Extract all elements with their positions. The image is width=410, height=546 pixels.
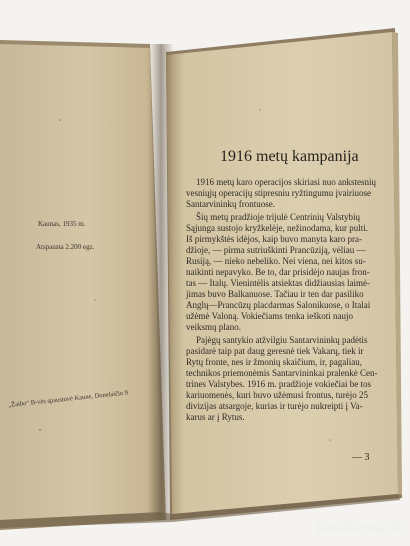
text-line: jimas buvo Balkanuose. Tačiau ir ten dar pasiliko xyxy=(186,289,364,299)
text-line: Sąjunga sustojo kryžkelėje, nežinodama, kur pulti. xyxy=(186,223,368,233)
text-line: karus ar į Rytus. xyxy=(186,412,245,422)
printer-line: „Žaibo“ B-vės spaustuvė Kaune, Donelaičio 9 xyxy=(8,389,129,409)
chapter-title: 1916 metų kampanija xyxy=(220,148,359,165)
text-line: technikos priemonėmis Santarvininkai pralenkė Cen- xyxy=(186,368,378,378)
page-number: — 3 xyxy=(352,452,370,463)
text-line: divizijas atsargoje, kurias ir turėjo nukreipti į Va- xyxy=(186,401,363,411)
text-line: veiksmų plano. xyxy=(186,322,241,332)
place-year-note: Kaunas, 1935 m. xyxy=(38,220,86,228)
text-line: naikinti nepavyko. Be to, dar prisidėjo naujas fron- xyxy=(186,267,370,277)
text-line: tas — Italų. Vienintėlis atsiektas didžiausias laimė- xyxy=(186,278,370,288)
text-line: Iš pirmykštės idėjos, kaip buvo manyta karo pra- xyxy=(186,234,362,244)
text-line: Šių metų pradžioje trijulė Centrinių Valstybių xyxy=(196,212,361,222)
text-line: Rytų fronte, nes ir žmonių skaičium, ir, pagaliau, xyxy=(186,357,362,367)
text-line: Rusiją, — nieko nebeliko. Nei viena, nei kitos su- xyxy=(186,256,366,266)
print-run-note: Atspausta 2.200 egz. xyxy=(36,243,95,251)
text-line: Anglų—Prancūzų placdarmas Salonikuose, o Italai xyxy=(186,300,371,310)
text-line: kariuomenės, kuri buvo užėmusi frontus, turėjo 25 xyxy=(186,390,368,400)
text-line: džioje, — pirma sutriuškinti Prancūziją, vėliau — xyxy=(186,245,366,255)
text-line: pasidarė taip pat daug geresnė tiek Vakarų, tiek ir xyxy=(186,346,364,356)
text-line: Pajėgų santykio atžvilgiu Santarvininkų padėtis xyxy=(196,335,368,345)
text-line: 1916 metų karo operacijos skiriasi nuo ankstesnių xyxy=(196,177,376,187)
text-line: Santarvininkų frontuose. xyxy=(186,199,275,209)
watermark: skelbimai.lt xyxy=(315,520,402,536)
text-line: trines Valstybes. 1916 m. pradžioje vokiečiai be tos xyxy=(186,379,372,389)
text-line: užėmė Valoną. Vokiečiams tenka ieškoti naujo xyxy=(186,311,353,321)
text-line: vesniųjų operacijų stipresniu ryžtingumu įvairiuose xyxy=(186,188,371,198)
